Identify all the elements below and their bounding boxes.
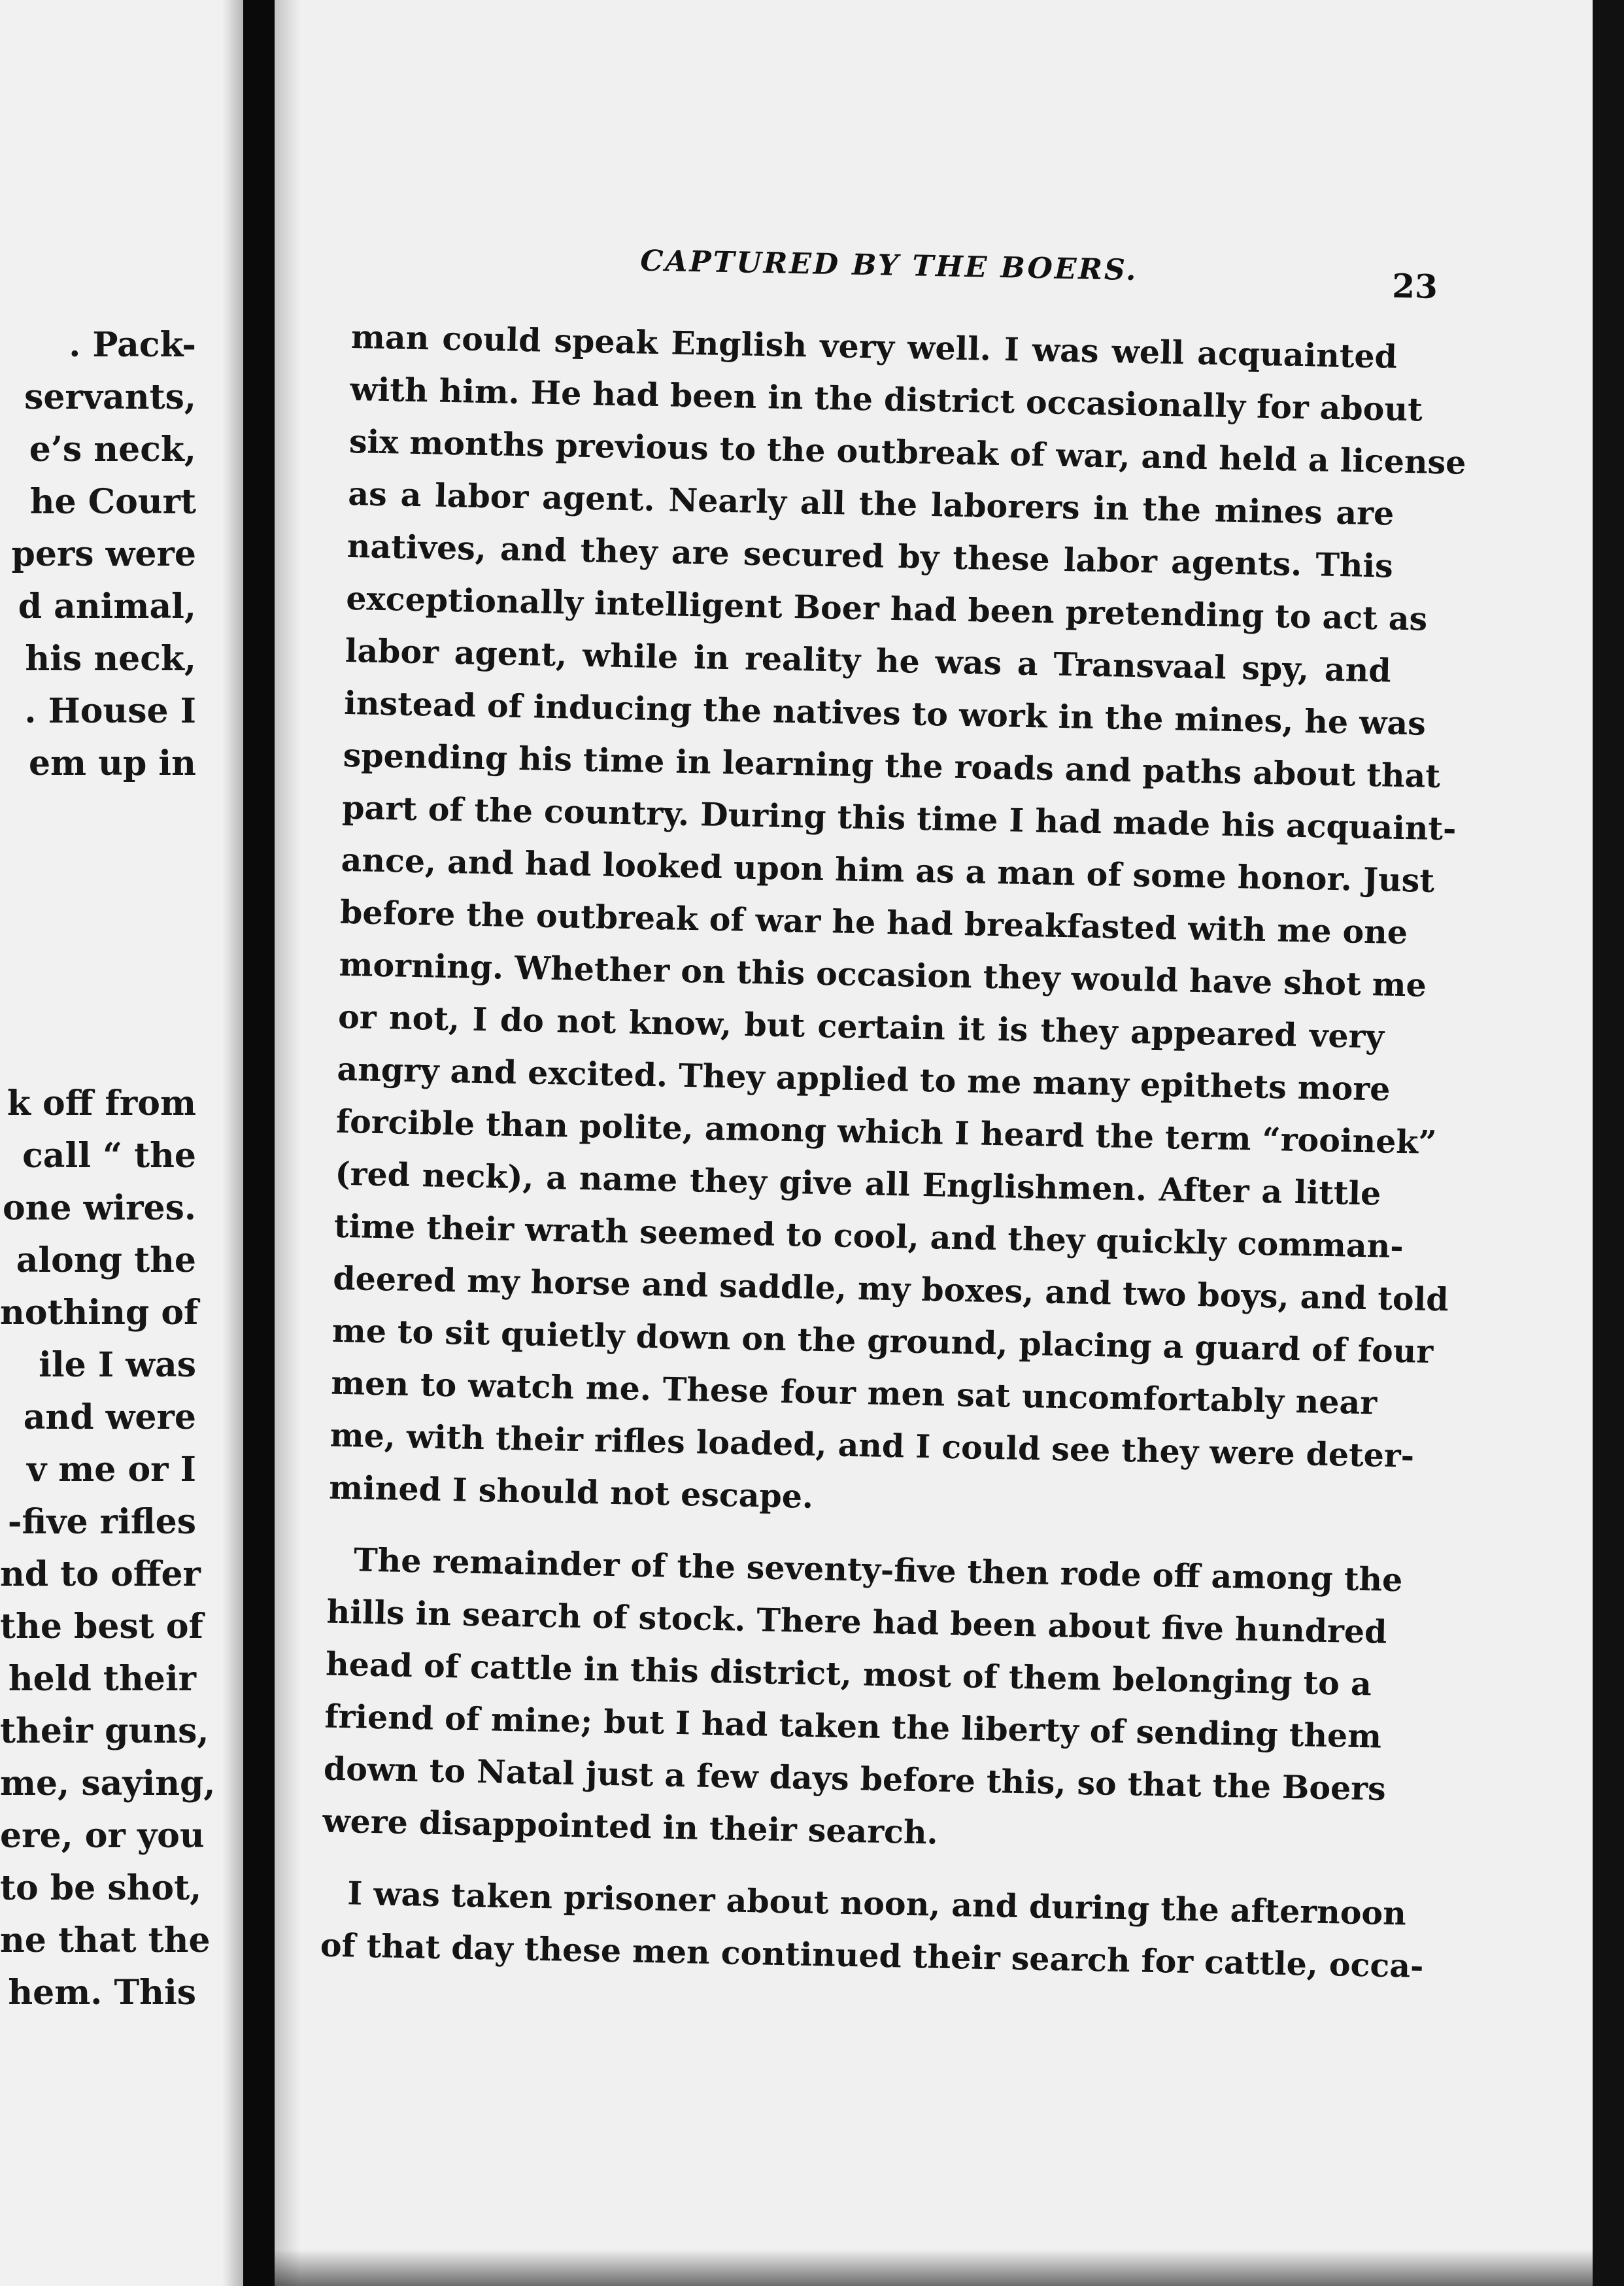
left-page-line: em up in [28,743,196,783]
body-line: The remainder of the seventy-five then rode off among the [353,1541,1403,1599]
body-line: down to Natal just a few days before this, so that the Boers [323,1749,1387,1808]
body-line: friend of mine; but I had taken the liberty of sending them [324,1697,1382,1756]
left-page-line: -five rifles [7,1502,196,1542]
body-line: as a labor agent. Nearly all the laborers in the mines are [347,474,1395,533]
left-page-line: k off from [7,1083,196,1123]
left-page-line: d animal, [18,587,196,626]
left-page-line: their guns, [0,1711,209,1751]
body-line: forcible than polite, among which I heard the term “rooinek” [335,1102,1438,1162]
left-page-line: . House I [24,691,196,731]
page-right-edge [1593,0,1624,2286]
body-line: men to watch me. These four men sat uncomfortably near [330,1363,1378,1422]
left-page-line: held their [8,1659,196,1699]
left-page-line: his neck, [25,639,196,679]
left-page-line: one wires. [2,1188,196,1228]
body-line: six months previous to the outbreak of war, and held a license [348,422,1466,482]
body-line: me, with their rifles loaded, and I could see they were deter- [330,1416,1415,1475]
page-spine-shadow [275,0,301,2286]
body-line: time their wrath seemed to cool, and they quickly comman- [333,1206,1404,1266]
body-line: before the outbreak of war he had breakfasted with me one [339,893,1408,952]
body-line: (red neck), a name they give all Englishmen. After a little [334,1154,1381,1213]
body-line: exceptionally intelligent Boer had been pretending to act as [345,579,1428,638]
body-line: hills in search of stock. There had been about five hundred [326,1592,1387,1651]
body-line: with him. He had been in the district occasionally for about [350,369,1423,429]
left-page-line: call “ the [22,1136,196,1176]
body-line: deered my horse and saddle, my boxes, and two boys, and told [332,1259,1449,1319]
body-line: head of cattle in this district, most of them belonging to a [325,1645,1372,1703]
body-line: of that day these men continued their search for cattle, occa- [320,1926,1424,1985]
body-line: morning. Whether on this occasion they would have shot me [339,945,1427,1004]
left-page-line: he Court [29,482,196,522]
body-line: me to sit quietly down on the ground, placing a guard of four [331,1311,1434,1371]
left-page-line: . Pack- [69,325,196,365]
left-page-gap [0,790,196,1078]
left-page-line: nothing of [0,1293,199,1333]
left-page-fragment [0,0,243,2286]
body-line: I was taken prisoner about noon, and during the afternoon [347,1874,1407,1933]
left-page-line: v me or I [26,1450,196,1490]
body-line: part of the country. During this time I had made his acquaint- [341,788,1457,848]
left-page-spine-shadow [222,0,243,2286]
body-line: or not, I do not know, but certain it is they appeared very [337,997,1385,1056]
body-line: were disappointed in their search. [322,1801,939,1852]
left-page-line: e’s neck, [29,430,196,469]
left-page-line: me, saying, [0,1764,216,1803]
left-page-line: and were [23,1397,196,1437]
page-text-block [320,239,1466,1991]
left-page-line: the best of [0,1607,203,1646]
left-page-line: nd to offer [0,1554,201,1594]
body-line: labor agent, while in reality he was a Transvaal spy, and [345,631,1392,690]
body-text [320,311,1466,1991]
body-line: spending his time in learning the roads and paths about that [343,736,1441,796]
left-page-text [0,319,216,2019]
body-line: mined I should not escape. [328,1468,814,1516]
body-line: ance, and had looked upon him as a man of some honor. Just [341,840,1435,900]
body-line: instead of inducing the natives to work in the mines, he was [343,683,1427,743]
left-page-line: ne that the [0,1920,211,1960]
left-page-line: along the [16,1240,196,1280]
book-gutter [243,0,275,2286]
running-title: CAPTURED BY THE BOERS. [639,244,1138,288]
left-page-line: to be shot, [0,1868,202,1908]
left-page-line: hem. This [8,1973,196,2013]
body-line: natives, and they are secured by these labor agents. This [347,526,1394,585]
left-page-line: ile I was [39,1345,196,1385]
left-page-line: ere, or you [0,1816,205,1856]
body-line: angry and excited. They applied to me many epithets more [337,1049,1391,1108]
left-page-line: pers were [11,534,196,574]
body-line: man could speak English very well. I was well acquainted [350,317,1398,376]
left-page-line: servants, [24,377,196,417]
page-number: 23 [1391,266,1438,306]
page-bottom-edge [275,2249,1593,2286]
